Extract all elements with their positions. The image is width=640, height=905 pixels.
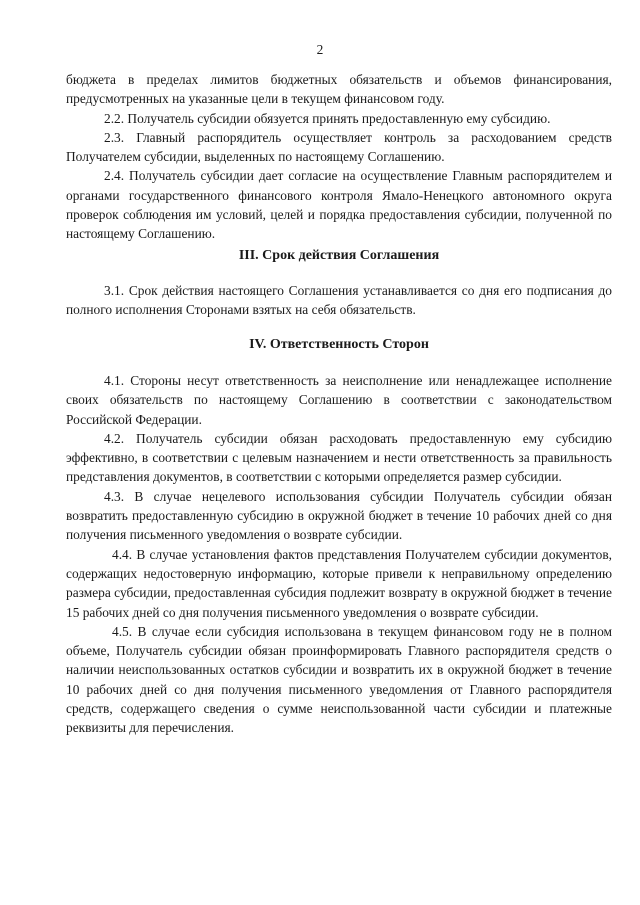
section-4-heading: IV. Ответственность Сторон [249,337,429,352]
section-2-continuation [66,70,612,244]
paragraph-2-1-end: бюджета в пределах лимитов бюджетных обязательств и объемов финансирования, предусмотренных на указанные цели в текущем финансовом году. [66,72,612,107]
paragraph-2-2: 2.2. Получатель субсидии обязуется принять предоставленную ему субсидию. [104,110,551,126]
page-number: 2 [316,42,324,57]
paragraph-4-5: 4.5. В случае если субсидия использована в текущем финансовом году не в полном объеме, Получатель субсидии обязан проинформировать Главного распорядителя средств о наличии неиспользованных остатков субсидии и возвратить их в окружной бюджет в течение 10 рабочих дней со дня получения письменного уведомления от Главного распорядителя средств, содержащего сведения о сумме неиспользованной части субсидии и платежные реквизиты для перечисления. [66,623,612,736]
paragraph-2-4: 2.4. Получатель субсидии дает согласие на осуществление Главным распорядителем и органами государственного финансового контроля Ямало-Ненецкого автономного округа проверок соблюдения им условий, целей и порядка предоставления субсидии, полученной по настоящему Соглашению. [66,168,612,242]
paragraph-4-1: 4.1. Стороны несут ответственность за неисполнение или ненадлежащее исполнение своих обязательств по настоящему Соглашению в соответствии с законодательством Российской Федерации. [66,373,612,427]
paragraph-3-1: 3.1. Срок действия настоящего Соглашения устанавливается со дня его подписания до полного исполнения Сторонами взятых на себя обязательств. [66,283,612,318]
section-3-heading: III. Срок действия Соглашения [238,248,440,263]
paragraph-4-4: 4.4. В случае установления фактов представления Получателем субсидии документов, содержащих недостоверную информацию, которые привели к неправильному определению размера субсидии, предоставленная субсидия подлежит возврату в окружной бюджет в течение 15 рабочих дней со дня получения письменного уведомления о возврате субсидии. [66,546,612,620]
section-3-body [66,281,612,320]
paragraph-4-3: 4.3. В случае нецелевого использования субсидии Получатель субсидии обязан возвратить предоставленную субсидию в окружной бюджет в течение 10 рабочих дней со дня получения письменного уведомления о возврате субсидии. [66,488,612,543]
paragraph-2-3: 2.3. Главный распорядитель осуществляет контроль за расходованием средств Получателем субсидии, выделенных по настоящему Соглашению. [66,129,612,165]
paragraph-4-2: 4.2. Получатель субсидии обязан расходовать предоставленную ему субсидию эффективно, в соответствии с целевым назначением и нести ответственность за правильность представления документов, в соответствии с которыми определяется размер субсидии. [66,430,612,485]
section-4-body [66,371,612,738]
